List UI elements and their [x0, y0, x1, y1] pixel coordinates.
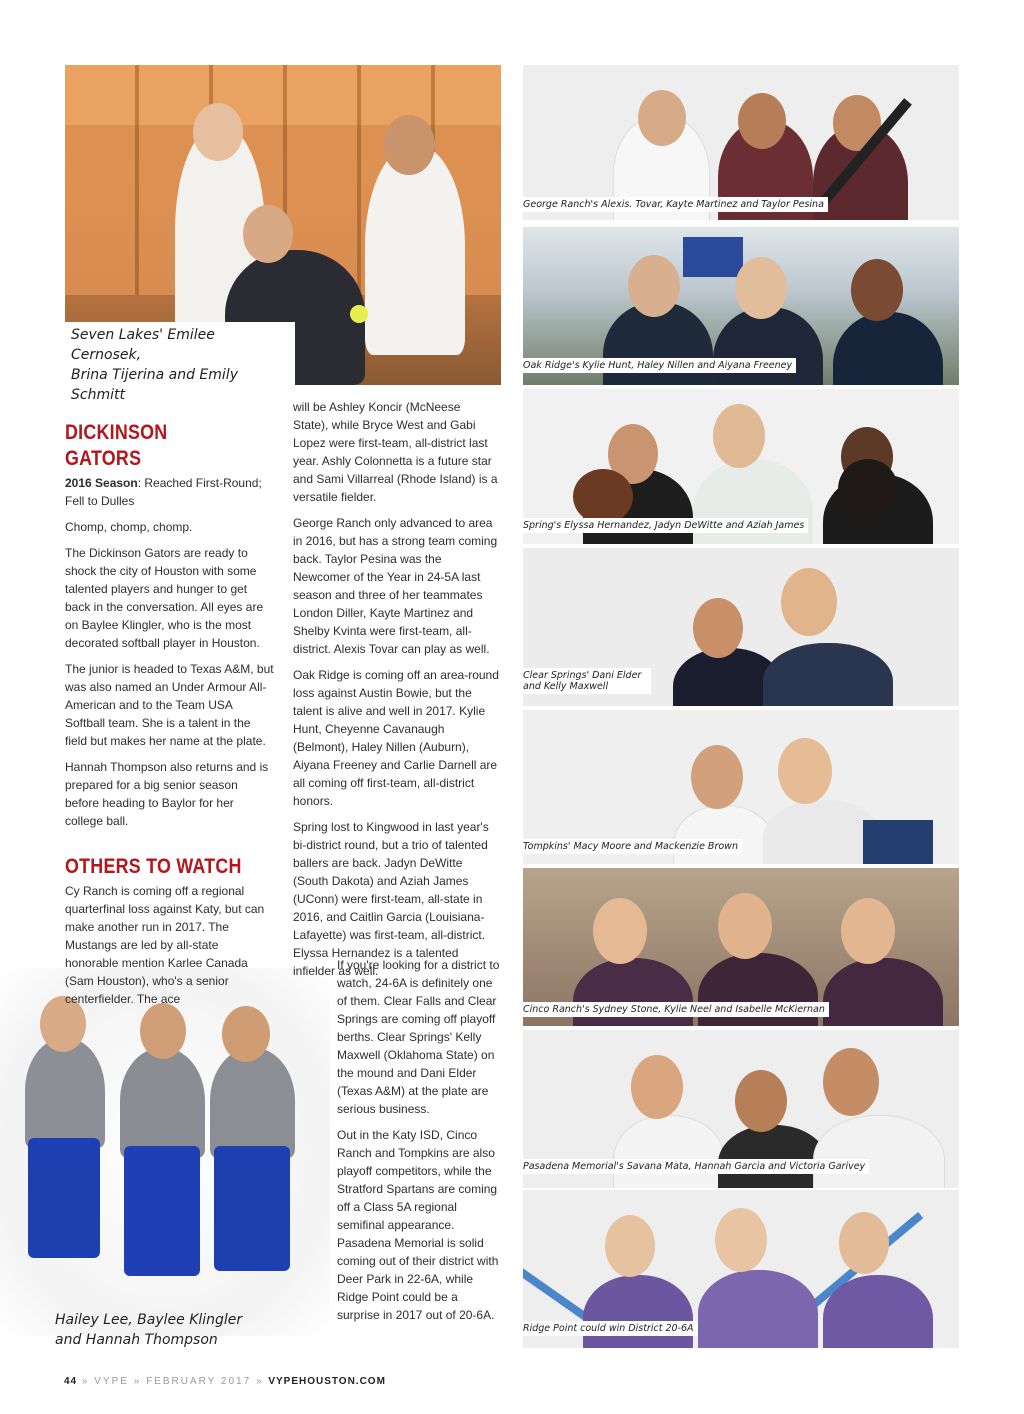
- paragraph: Hannah Thompson also returns and is prepared for a big senior season before heading to Baylor for her college ball.: [65, 760, 269, 828]
- paragraph: Cy Ranch is coming off a regional quarterfinal loss against Katy, but can make another run in 2017. The Mustangs are led by all-state honorable mention Karlee Canada (Sam Houston), who's a senior centerfielder. The ace: [65, 884, 265, 1006]
- article-column-1: [65, 420, 275, 1016]
- paragraph: Chomp, chomp, chomp.: [65, 520, 193, 534]
- paragraph: If you're looking for a district to watch, 24-6A is definitely one of them. Clear Falls and Clear Springs are coming off playoff berths. Clear Springs' Kelly Maxwell (Oklahoma State) on the mound and Dani Elder (Texas A&M) at the plate are serious business.: [337, 958, 500, 1116]
- paragraph: Out in the Katy ISD, Cinco Ranch and Tompkins are also playoff competitors, while the Stratford Spartans are coming off a Class 5A regional semifinal appearance. Pasadena Memorial is solid coming out of their district with Deer Park in 22-6A, while Ridge Point could be a surprise in 2017 out of 20-6A.: [337, 1128, 499, 1322]
- caption-line: Hailey Lee, Baylee Klingler: [55, 1312, 243, 1328]
- caption-oak-ridge: Oak Ridge's Kylie Hunt, Haley Nillen and Aiyana Freeney: [519, 358, 796, 373]
- heading-dickinson-gators: DICKINSON GATORS: [65, 421, 168, 470]
- caption-line: and Kelly Maxwell: [523, 681, 609, 692]
- caption-cinco-ranch: Cinco Ranch's Sydney Stone, Kylie Neel and Isabelle McKiernan: [519, 1002, 829, 1017]
- separator: »: [81, 1376, 90, 1387]
- season-label: 2016 Season: [65, 476, 138, 490]
- season-line: [65, 474, 275, 510]
- paragraph: The junior is headed to Texas A&M, but was also named an Under Armour All-American and to the Team USA Softball team. She is a talent in the field but makes her name at the plate.: [65, 662, 274, 748]
- caption-line: Seven Lakes' Emilee Cernosek,: [71, 327, 215, 363]
- article-column-2: [293, 398, 499, 988]
- caption-seven-lakes: [65, 322, 295, 408]
- paragraph: Oak Ridge is coming off an area-round loss against Austin Bowie, but the talent is alive and well in 2017. Kylie Hunt, Cheyenne Cavanaugh (Belmont), Haley Nillen (Auburn), Aiyana Freeney and Carlie Darnell are all coming off first-team, all-district honors.: [293, 668, 499, 808]
- paragraph: will be Ashley Koncir (McNeese State), while Bryce West and Gabi Lopez were first-team, all-district last year. Ashly Colonnetta is a future star and Sami Villarreal (Rhode Island) is a versatile fielder.: [293, 400, 498, 504]
- caption-line: and Hannah Thompson: [55, 1332, 218, 1348]
- magazine-name: VYPE: [94, 1376, 129, 1387]
- issue-date: FEBRUARY 2017: [146, 1376, 252, 1387]
- page-footer: [64, 1376, 386, 1387]
- website-link[interactable]: VYPEHOUSTON.COM: [268, 1376, 386, 1387]
- caption-line: Clear Springs' Dani Elder: [523, 670, 642, 681]
- caption-clear-springs: [519, 668, 651, 694]
- caption-dickinson: [49, 1307, 251, 1353]
- season-text: : Reached First-Round; Fell to Dulles: [65, 476, 262, 508]
- caption-spring: Spring's Elyssa Hernandez, Jadyn DeWitte and Aziah James: [519, 518, 808, 533]
- photo-dickinson: [0, 968, 330, 1336]
- caption-tompkins: Tompkins' Macy Moore and Mackenzie Brown: [519, 839, 742, 854]
- caption-ridge-point: Ridge Point could win District 20-6A: [519, 1321, 698, 1336]
- caption-line: Brina Tijerina and Emily Schmitt: [71, 367, 238, 403]
- paragraph: George Ranch only advanced to area in 2016, but has a strong team coming back. Taylor Pesina was the Newcomer of the Year in 24-5A last season and three of her teammates London Diller, Kayte Martinez and Shelby Kvinta were first-team, all-district. Alexis Tovar can play as well.: [293, 516, 498, 656]
- caption-pasadena: Pasadena Memorial's Savana Mata, Hannah Garcia and Victoria Garivey: [519, 1159, 869, 1174]
- caption-george-ranch: George Ranch's Alexis. Tovar, Kayte Martinez and Taylor Pesina: [519, 197, 828, 212]
- paragraph: The Dickinson Gators are ready to shock the city of Houston with some talented players and hunger to get back in the conversation. All eyes are on Baylee Klingler, who is the most decorated softball player in Houston.: [65, 546, 264, 650]
- page-number: 44: [64, 1376, 78, 1387]
- separator: »: [133, 1376, 142, 1387]
- paragraph: Spring lost to Kingwood in last year's bi-district round, but a trio of talented ballers are back. Jadyn DeWitte (South Dakota) and Aziah James (UConn) were first-team, all-state in 2016, and Caitlin Garcia (Louisiana-Lafayette) was first-team, all-district. Elyssa Hernandez is a talented infielder as well.: [293, 820, 489, 978]
- article-column-3: [337, 956, 503, 1332]
- heading-others-to-watch: OTHERS TO WATCH: [65, 855, 242, 878]
- separator: »: [255, 1376, 264, 1387]
